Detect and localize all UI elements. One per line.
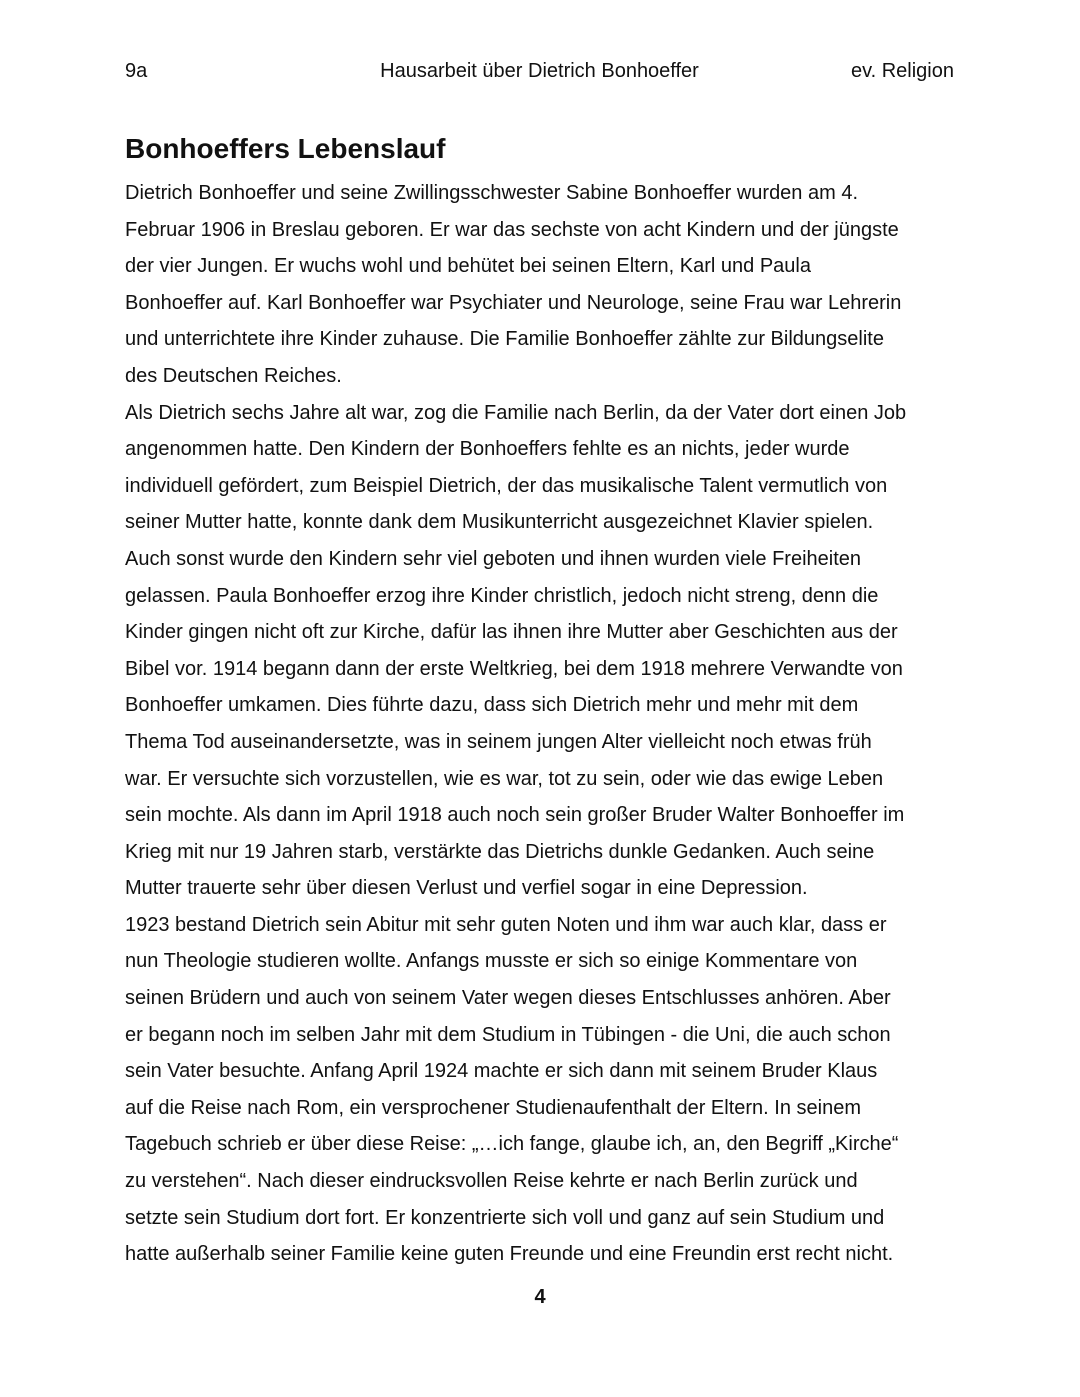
section-title: Bonhoeffers Lebenslauf bbox=[125, 133, 446, 164]
text-line: individuell gefördert, zum Beispiel Dietrich, der das musikalische Talent vermutlich von bbox=[125, 474, 888, 497]
text-line: Mutter trauerte sehr über diesen Verlust und verfiel sogar in eine Depression. bbox=[125, 877, 808, 900]
header-title: Hausarbeit über Dietrich Bonhoeffer bbox=[380, 60, 699, 82]
text-line: Bonhoeffer auf. Karl Bonhoeffer war Psychiater und Neurologe, seine Frau war Lehrerin bbox=[125, 291, 902, 314]
text-line: seinen Brüdern und auch von seinem Vater wegen dieses Entschlusses anhören. Aber bbox=[125, 987, 891, 1010]
text-line: Auch sonst wurde den Kindern sehr viel geboten und ihnen wurden viele Freiheiten bbox=[125, 547, 862, 570]
text-line: war. Er versuchte sich vorzustellen, wie es war, tot zu sein, oder wie das ewige Leben bbox=[125, 767, 884, 790]
text-line: setzte sein Studium dort fort. Er konzentrierte sich voll und ganz auf sein Studium und bbox=[125, 1206, 885, 1229]
text-line: angenommen hatte. Den Kindern der Bonhoeffers fehlte es an nichts, jeder wurde bbox=[125, 438, 850, 461]
text-line: sein mochte. Als dann im April 1918 auch noch sein großer Bruder Walter Bonhoeffer im bbox=[125, 804, 905, 827]
text-line: gelassen. Paula Bonhoeffer erzog ihre Kinder christlich, jedoch nicht streng, denn die bbox=[125, 584, 879, 607]
text-line: sein Vater besuchte. Anfang April 1924 machte er sich dann mit seinem Bruder Klaus bbox=[125, 1060, 878, 1083]
text-line: Tagebuch schrieb er über diese Reise: „…ich fange, glaube ich, an, den Begriff „Kirche“ bbox=[125, 1133, 899, 1156]
text-line: Als Dietrich sechs Jahre alt war, zog die Familie nach Berlin, da der Vater dort einen Job bbox=[125, 401, 907, 424]
text-line: Krieg mit nur 19 Jahren starb, verstärkte das Dietrichs dunkle Gedanken. Auch seine bbox=[125, 840, 875, 863]
header-class-label: 9a bbox=[125, 60, 148, 82]
text-line: Dietrich Bonhoeffer und seine Zwillingsschwester Sabine Bonhoeffer wurden am 4. bbox=[125, 182, 859, 204]
text-line: nun Theologie studieren wollte. Anfangs musste er sich so einige Kommentare von bbox=[125, 950, 858, 973]
text-line: Thema Tod auseinandersetzte, was in seinem jungen Alter vielleicht noch etwas früh bbox=[125, 730, 872, 753]
text-line: auf die Reise nach Rom, ein versprochener Studienaufenthalt der Eltern. In seinem bbox=[125, 1096, 861, 1119]
text-line: 1923 bestand Dietrich sein Abitur mit sehr guten Noten und ihm war auch klar, dass er bbox=[125, 913, 887, 936]
text-line: Bonhoeffer umkamen. Dies führte dazu, dass sich Dietrich mehr und mehr mit dem bbox=[125, 694, 859, 717]
page-header bbox=[125, 60, 954, 90]
text-line: zu verstehen“. Nach dieser eindrucksvollen Reise kehrte er nach Berlin zurück und bbox=[125, 1170, 858, 1193]
text-line: der vier Jungen. Er wuchs wohl und behütet bei seinen Eltern, Karl und Paula bbox=[125, 255, 811, 278]
page-number: 4 bbox=[534, 1286, 546, 1308]
body-text bbox=[125, 175, 965, 1273]
text-line: seiner Mutter hatte, konnte dank dem Musikunterricht ausgezeichnet Klavier spielen. bbox=[125, 511, 874, 534]
text-line: und unterrichtete ihre Kinder zuhause. Die Familie Bonhoeffer zählte zur Bildungselite bbox=[125, 328, 884, 351]
text-line: er begann noch im selben Jahr mit dem Studium in Tübingen - die Uni, die auch schon bbox=[125, 1023, 891, 1046]
text-line: Bibel vor. 1914 begann dann der erste Weltkrieg, bei dem 1918 mehrere Verwandte von bbox=[125, 657, 903, 680]
text-line: des Deutschen Reiches. bbox=[125, 364, 342, 387]
header-subject: ev. Religion bbox=[850, 60, 954, 82]
text-line: hatte außerhalb seiner Familie keine guten Freunde und eine Freundin erst recht nicht. bbox=[125, 1243, 894, 1266]
text-line: Kinder gingen nicht oft zur Kirche, dafür las ihnen ihre Mutter aber Geschichten aus der bbox=[125, 621, 898, 644]
text-line: Februar 1906 in Breslau geboren. Er war das sechste von acht Kindern und der jüngste bbox=[125, 218, 899, 241]
